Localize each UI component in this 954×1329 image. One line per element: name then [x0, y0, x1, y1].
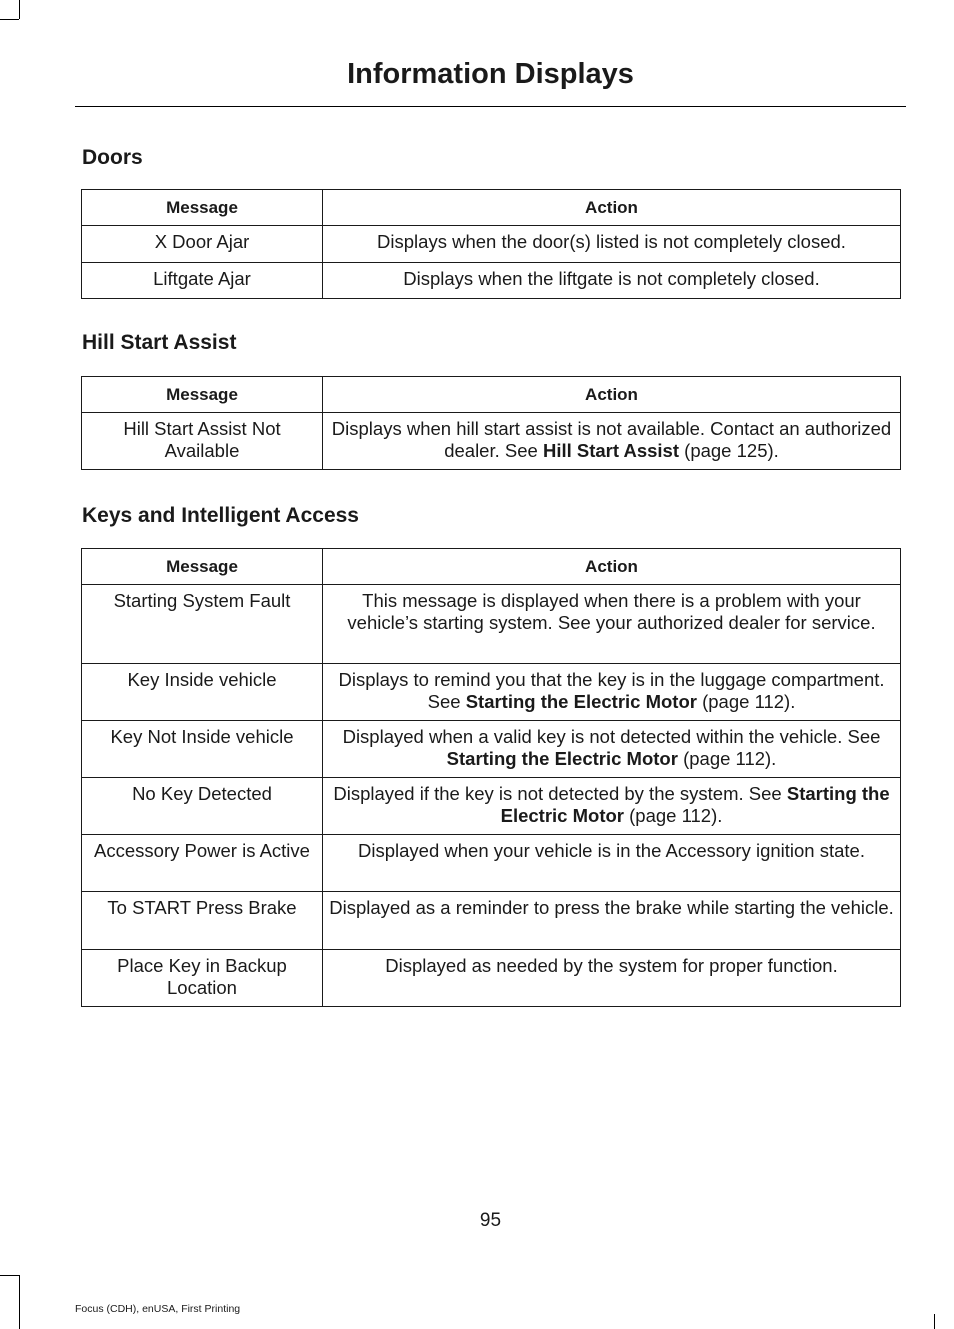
section-heading-keys-and-intelligent-access: Keys and Intelligent Access — [82, 504, 359, 527]
action-text: Displays to remind you that the key is in the luggage compartment. See — [338, 669, 885, 712]
action-cell — [323, 778, 901, 835]
action-cell — [323, 585, 901, 664]
message-cell: Key Inside vehicle — [82, 664, 323, 721]
action-text: This message is displayed when there is a problem with your vehicle’s starting system. See your authorized dealer for service. — [347, 590, 876, 633]
keys-and-intelligent-access-table — [81, 548, 901, 1007]
message-cell: X Door Ajar — [82, 226, 323, 263]
crop-mark — [19, 1275, 20, 1329]
page-reference-link[interactable]: Starting the Electric Motor — [446, 747, 678, 769]
message-cell: Key Not Inside vehicle — [82, 721, 323, 778]
action-text: Displayed as needed by the system for proper function. — [385, 955, 838, 976]
table-row — [82, 892, 901, 950]
page-title: Information Displays — [347, 58, 634, 90]
action-text: Displayed when your vehicle is in the Accessory ignition state. — [358, 840, 865, 861]
message-cell: Accessory Power is Active — [82, 835, 323, 892]
action-text: Displays when the liftgate is not completely closed. — [403, 268, 820, 289]
page-number: 95 — [479, 1210, 502, 1231]
page-reference-link[interactable]: Starting the Electric Motor — [500, 783, 890, 826]
action-text: Displayed when a valid key is not detected within the vehicle. See — [342, 726, 881, 747]
page-reference-link[interactable]: Starting the Electric Motor — [465, 690, 697, 712]
column-header-message: Message — [82, 377, 323, 413]
table-row — [82, 950, 901, 1007]
page-reference-link[interactable]: Hill Start Assist — [542, 439, 680, 461]
table-row — [82, 721, 901, 778]
action-cell — [323, 892, 901, 950]
crop-mark — [0, 19, 19, 20]
table-row — [82, 413, 901, 470]
table-header-row — [82, 549, 901, 585]
column-header-action: Action — [323, 549, 901, 585]
hill-start-assist-table — [81, 376, 901, 470]
page-reference-suffix: (page 112). — [677, 747, 777, 769]
table-row — [82, 263, 901, 299]
action-cell — [323, 835, 901, 892]
action-cell — [323, 664, 901, 721]
section-heading-doors: Doors — [82, 146, 143, 169]
table-row — [82, 664, 901, 721]
message-cell: No Key Detected — [82, 778, 323, 835]
action-text: Displayed as a reminder to press the brake while starting the vehicle. — [329, 897, 894, 918]
page-reference-suffix: (page 112). — [623, 804, 723, 826]
page-reference-suffix: (page 125). — [679, 439, 779, 461]
column-header-message: Message — [82, 549, 323, 585]
action-cell — [323, 263, 901, 299]
message-cell: To START Press Brake — [82, 892, 323, 950]
action-cell — [323, 413, 901, 470]
table-row — [82, 585, 901, 664]
page-reference-suffix: (page 112). — [696, 690, 796, 712]
column-header-action: Action — [323, 377, 901, 413]
column-header-action: Action — [323, 190, 901, 226]
table-row — [82, 778, 901, 835]
action-cell — [323, 721, 901, 778]
table-row — [82, 835, 901, 892]
crop-mark — [0, 1275, 19, 1276]
crop-mark — [19, 0, 20, 19]
message-cell: Hill Start Assist Not Available — [82, 413, 323, 470]
action-text: Displays when hill start assist is not available. Contact an authorized dealer. See — [331, 418, 892, 461]
footer-edition: Focus (CDH), enUSA, First Printing — [75, 1303, 241, 1315]
action-cell — [323, 226, 901, 263]
action-text: Displays when the door(s) listed is not completely closed. — [377, 231, 846, 252]
crop-mark — [934, 1314, 935, 1329]
table-row — [82, 226, 901, 263]
table-header-row — [82, 377, 901, 413]
message-cell: Place Key in Backup Location — [82, 950, 323, 1007]
action-cell — [323, 950, 901, 1007]
message-cell: Liftgate Ajar — [82, 263, 323, 299]
doors-table — [81, 189, 901, 299]
action-text: Displayed if the key is not detected by the system. See — [333, 783, 787, 804]
message-cell: Starting System Fault — [82, 585, 323, 664]
title-divider — [75, 106, 906, 107]
table-header-row — [82, 190, 901, 226]
section-heading-hill-start-assist: Hill Start Assist — [82, 331, 237, 354]
column-header-message: Message — [82, 190, 323, 226]
